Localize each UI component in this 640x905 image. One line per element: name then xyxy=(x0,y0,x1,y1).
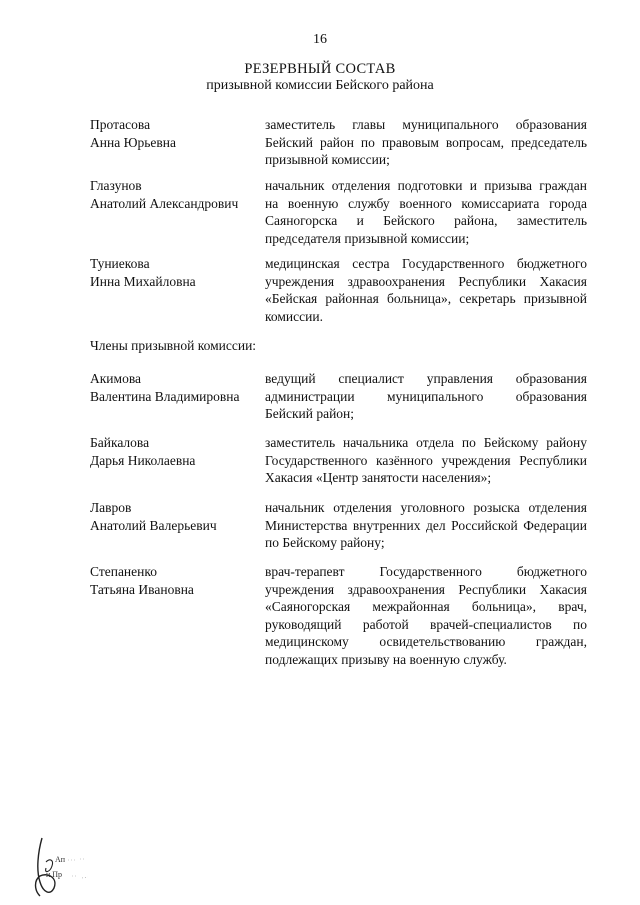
role-line: врач-терапевт Государственного бюджетного xyxy=(265,564,587,579)
person-name xyxy=(90,116,260,151)
person-surname: Степаненко xyxy=(90,564,157,579)
signature-stamp-text: Ап xyxy=(55,855,66,864)
person-name xyxy=(90,563,260,598)
role-line: призывной комиссии; xyxy=(265,152,390,167)
person-name xyxy=(90,434,260,469)
person-role xyxy=(265,116,587,169)
person-given-names: Анна Юрьевна xyxy=(90,134,176,150)
person-name xyxy=(90,255,260,290)
role-line: начальник отделения подготовки и призыва граждан xyxy=(265,178,587,193)
person-given-names: Анатолий Александрович xyxy=(90,195,239,211)
role-line: Бейский район по правовым вопросам, председатель xyxy=(265,134,587,150)
role-line: председателя призывной комиссии; xyxy=(265,230,470,246)
person-given-names: Валентина Владимировна xyxy=(90,388,240,404)
person-given-names: Дарья Николаевна xyxy=(90,452,196,468)
document-subtitle: призывной комиссии Бейского района xyxy=(206,78,434,93)
person-role xyxy=(265,370,587,423)
person-name xyxy=(90,499,260,534)
role-line: учреждения здравоохранения Республики Хакасия xyxy=(265,581,587,597)
role-line: «Саяногорская межрайонная больница», врач, xyxy=(265,599,587,614)
role-line: подлежащих призыву на военную службу. xyxy=(265,651,507,667)
person-role xyxy=(265,434,587,487)
person-surname: Лавров xyxy=(90,500,132,515)
role-line: по Бейскому району; xyxy=(265,535,385,550)
person-role xyxy=(265,499,587,552)
role-line: медицинскому освидетельствованию граждан, xyxy=(265,634,587,649)
signature-stamp-text: и Пр xyxy=(46,870,63,879)
role-line: ведущий специалист управления образования xyxy=(265,371,587,386)
person-surname: Акимова xyxy=(90,371,142,386)
person-name xyxy=(90,177,260,212)
role-line: Саяногорска и Бейского района, заместитель xyxy=(265,213,587,228)
person-surname: Глазунов xyxy=(90,178,142,193)
role-line: Бейский район; xyxy=(265,406,355,421)
role-line: заместитель главы муниципального образования xyxy=(265,117,587,132)
role-line: заместитель начальника отдела по Бейскому району xyxy=(265,435,587,450)
members-heading: Члены призывной комиссии: xyxy=(90,338,257,353)
person-name xyxy=(90,370,260,405)
role-line: «Бейская районная больница», секретарь призывной xyxy=(265,291,587,306)
person-role xyxy=(265,255,587,325)
role-line: учреждения здравоохранения Республики Хакасия xyxy=(265,273,587,289)
person-surname: Протасова xyxy=(90,117,151,132)
person-given-names: Анатолий Валерьевич xyxy=(90,517,217,533)
role-line: медицинская сестра Государственного бюджетного xyxy=(265,256,587,271)
signature-mark xyxy=(28,832,108,902)
role-line: Министерства внутренних дел Российской Федерации xyxy=(265,517,587,533)
faded-stamp-trace xyxy=(68,859,88,878)
role-line: Государственного казённого учреждения Республики xyxy=(265,452,587,468)
role-line: на военную службу военного комиссариата города xyxy=(265,195,587,211)
person-role xyxy=(265,563,587,668)
role-line: комиссии. xyxy=(265,308,323,324)
role-line: администрации муниципального образования xyxy=(265,388,587,404)
document-title: РЕЗЕРВНЫЙ СОСТАВ xyxy=(244,61,396,77)
role-line: руководящий работой врачей-специалистов по xyxy=(265,616,587,632)
person-given-names: Инна Михайловна xyxy=(90,273,196,289)
person-given-names: Татьяна Ивановна xyxy=(90,581,194,597)
role-line: Хакасия «Центр занятости населения»; xyxy=(265,470,492,485)
role-line: начальник отделения уголовного розыска отделения xyxy=(265,500,587,515)
person-surname: Байкалова xyxy=(90,435,150,450)
person-role xyxy=(265,177,587,247)
person-surname: Туниекова xyxy=(90,256,150,271)
page-number: 16 xyxy=(313,32,327,47)
